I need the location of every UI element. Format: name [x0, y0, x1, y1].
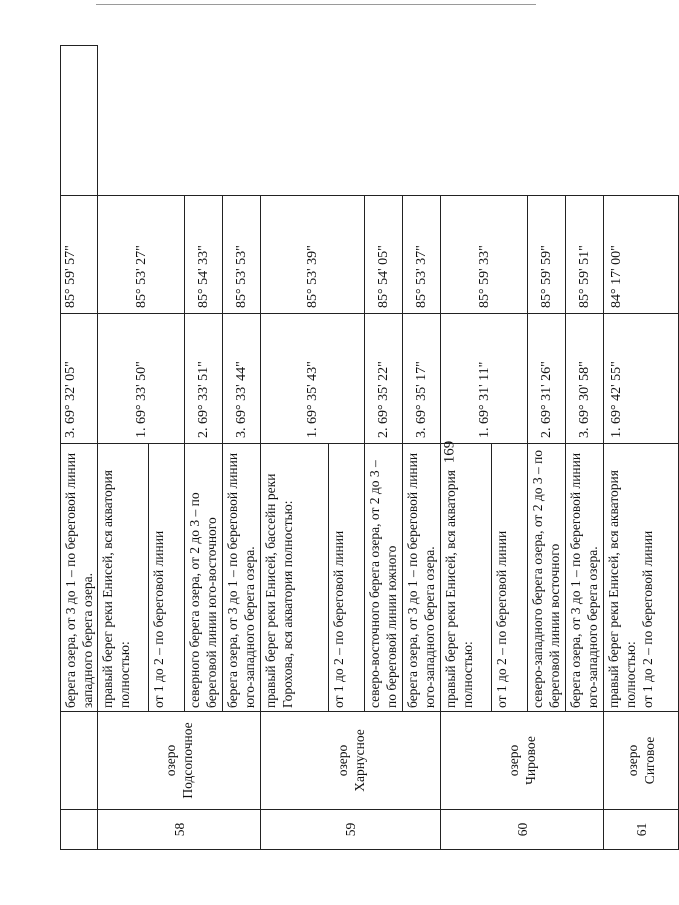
lake-title: Подсопочное — [180, 722, 195, 799]
boundary-segment: от 1 до 2 – по береговой линии — [149, 444, 185, 712]
row-number: 58 — [98, 810, 261, 850]
longitude-cell: 85° 59' 57" — [61, 196, 98, 314]
table-row — [61, 46, 98, 850]
boundary-segment: северного берега озера, от 2 до 3 – по береговой линии юго-восточного — [185, 444, 223, 712]
boundary-segment: северо-восточного берега озера, от 2 до 3 – по береговой линии южного — [365, 444, 403, 712]
boundary-segment: северо-западного берега озера, от 2 до 3 – по береговой линии восточного — [528, 444, 566, 712]
boundary-segment: от 1 до 2 – по береговой линии — [492, 444, 528, 712]
latitude-cell: 1. 69° 33' 50" — [98, 314, 185, 444]
latitude-cell: 1. 69° 31' 11" — [441, 314, 528, 444]
table-viewport — [60, 46, 657, 850]
boundary-segment: берега озера, от 3 до 1 – по береговой линии юго-западного берега озера. — [403, 444, 441, 712]
boundary-segment: от 1 до 2 – по береговой линии — [329, 444, 365, 712]
row-number: 59 — [261, 810, 441, 850]
lake-type: озеро — [163, 744, 178, 777]
lake-name — [261, 712, 441, 810]
longitude-cell: 85° 54' 33" — [185, 196, 223, 314]
boundary-intro: правый берег реки Енисей, вся акватория полностью: — [441, 444, 492, 712]
table-row — [98, 46, 149, 850]
top-rule — [96, 4, 536, 5]
lake-title: Чировое — [523, 736, 538, 785]
latitude-cell: 2. 69° 35' 22" — [365, 314, 403, 444]
boundary-segment: от 1 до 2 – по береговой линии — [640, 530, 655, 708]
row-number: 61 — [604, 810, 679, 850]
boundary-intro: правый берег реки Енисей, вся акватория полностью: — [98, 444, 149, 712]
empty-column — [61, 46, 98, 196]
lake-name — [98, 712, 261, 810]
rotated-page-content — [60, 46, 657, 850]
longitude-cell: 85° 53' 53" — [223, 196, 261, 314]
longitude-cell: 85° 59' 33" — [441, 196, 528, 314]
longitude-cell: 84° 17' 00" — [604, 196, 679, 314]
boundary-intro: правый берег реки Енисей, вся акватория полностью: — [606, 470, 638, 708]
latitude-cell: 3. 69° 32' 05" — [61, 314, 98, 444]
lake-title: Сиговое — [642, 736, 657, 785]
lake-type: озеро — [625, 744, 640, 777]
longitude-cell: 85° 59' 51" — [566, 196, 604, 314]
latitude-cell: 1. 69° 42' 55" — [604, 314, 679, 444]
boundary-description: берега озера, от 3 до 1 – по береговой линии западного берега озера. — [61, 444, 98, 712]
table-row — [441, 46, 492, 850]
lake-name — [604, 712, 679, 810]
latitude-cell: 3. 69° 33' 44" — [223, 314, 261, 444]
longitude-cell: 85° 53' 27" — [98, 196, 185, 314]
row-number: 60 — [441, 810, 604, 850]
longitude-cell: 85° 59' 59" — [528, 196, 566, 314]
boundary-segment: берега озера, от 3 до 1 – по береговой линии юго-западного берега озера. — [223, 444, 261, 712]
lake-title: Харнусное — [351, 729, 367, 792]
boundary-intro: правый берег реки Енисей, бассейн реки Горохова, вся акватория полностью: — [261, 444, 329, 712]
latitude-cell: 1. 69° 35' 43" — [261, 314, 365, 444]
table-row — [604, 46, 679, 850]
longitude-cell: 85° 53' 39" — [261, 196, 365, 314]
lake-type: озеро — [334, 744, 350, 777]
page-number: 169 — [441, 440, 458, 464]
boundary-description — [604, 444, 679, 712]
table-row — [261, 46, 329, 850]
lake-name — [441, 712, 604, 810]
latitude-cell: 3. 69° 30' 58" — [566, 314, 604, 444]
boundary-segment: берега озера, от 3 до 1 – по береговой линии юго-западного берега озера. — [566, 444, 604, 712]
lake-type: озеро — [506, 744, 521, 777]
latitude-cell: 3. 69° 35' 17" — [403, 314, 441, 444]
longitude-cell: 85° 53' 37" — [403, 196, 441, 314]
longitude-cell: 85° 54' 05" — [365, 196, 403, 314]
lakes-coordinates-table — [60, 45, 679, 850]
latitude-cell: 2. 69° 33' 51" — [185, 314, 223, 444]
latitude-cell: 2. 69° 31' 26" — [528, 314, 566, 444]
